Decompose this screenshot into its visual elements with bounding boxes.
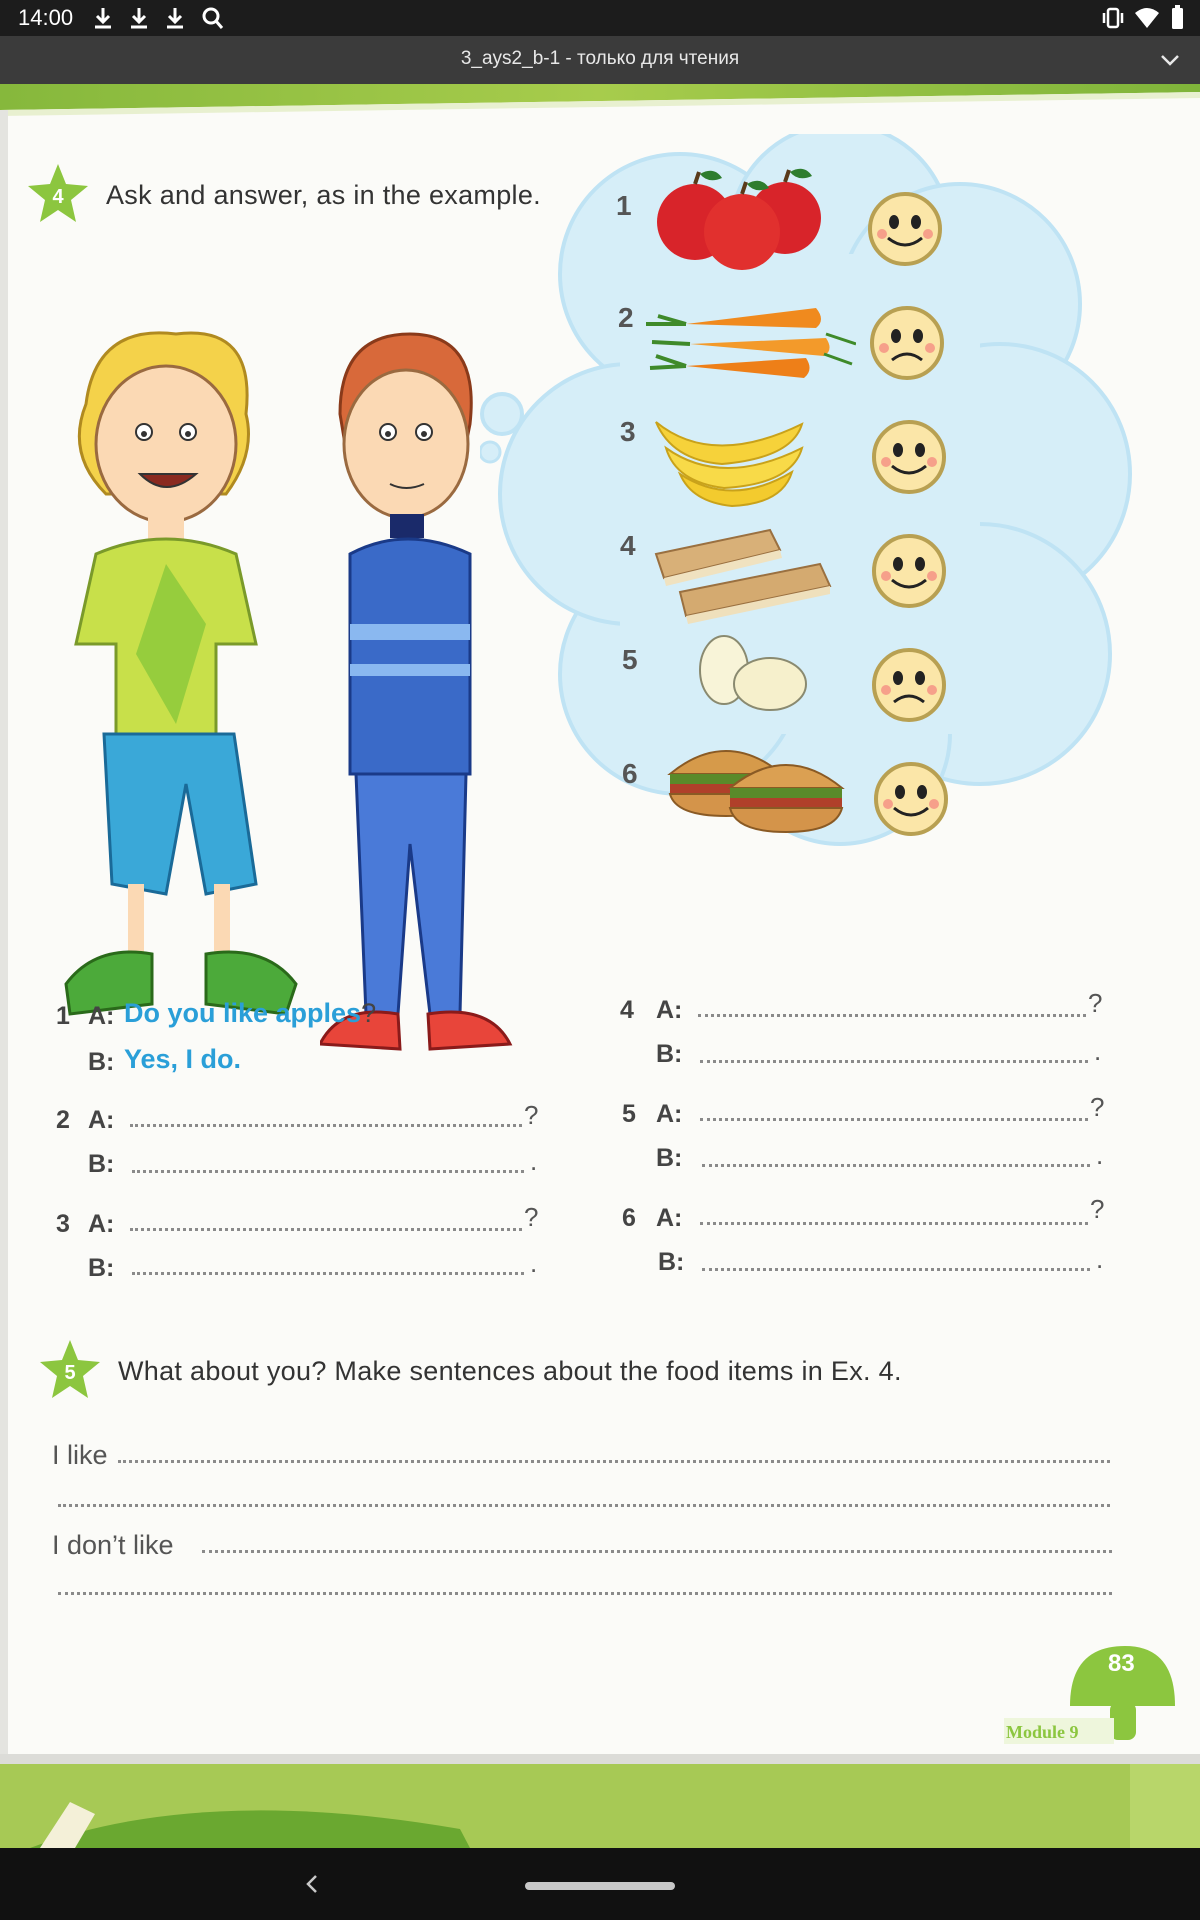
- sandwiches-picture: [650, 524, 834, 624]
- home-gesture-pill[interactable]: [525, 1882, 675, 1890]
- writing-line[interactable]: [118, 1460, 1110, 1463]
- period-mark: .: [1094, 1036, 1102, 1066]
- question-number: 2: [56, 1106, 70, 1134]
- question-number: 6: [622, 1204, 636, 1232]
- example-a-label: A:: [88, 1002, 115, 1030]
- answer-line[interactable]: [698, 1014, 1086, 1017]
- page-number: 83: [1108, 1650, 1135, 1677]
- chevron-down-icon[interactable]: [1158, 48, 1182, 72]
- apples-picture: [650, 160, 830, 270]
- happy-face-icon: [870, 418, 948, 496]
- exercise-star-icon: [38, 1338, 102, 1402]
- download-icon: [162, 4, 188, 32]
- answer-line[interactable]: [700, 1222, 1088, 1225]
- wifi-icon: [1134, 4, 1160, 32]
- sad-face-icon: [870, 646, 948, 724]
- period-mark: .: [1096, 1140, 1104, 1170]
- question-mark: ?: [524, 1202, 539, 1232]
- download-icon: [90, 4, 116, 32]
- example-answer-text: Yes, I do: [124, 1044, 234, 1074]
- picture-number: 6: [622, 758, 638, 789]
- burgers-picture: [666, 734, 846, 844]
- exercise-star-icon: [26, 162, 90, 226]
- vibrate-icon: [1100, 4, 1126, 32]
- back-icon[interactable]: [300, 1870, 324, 1898]
- i-like-label: I like: [52, 1440, 108, 1470]
- row-a-label: A:: [656, 1100, 683, 1128]
- module-label: Module 9: [1006, 1722, 1079, 1742]
- row-b-label: B:: [88, 1254, 115, 1282]
- status-time: 14:00: [18, 5, 74, 30]
- battery-icon: [1164, 4, 1190, 32]
- row-a-label: A:: [88, 1210, 115, 1238]
- example-question: [124, 998, 376, 1029]
- answer-line[interactable]: [132, 1272, 524, 1275]
- exercise-number: 5: [64, 1362, 76, 1384]
- period-mark: .: [530, 1146, 538, 1176]
- writing-line[interactable]: [58, 1592, 1112, 1595]
- bananas-picture: [652, 408, 812, 508]
- question-mark: ?: [1088, 988, 1103, 1018]
- picture-number: 3: [620, 416, 636, 447]
- picture-number: 4: [620, 530, 636, 561]
- happy-face-icon: [872, 760, 950, 838]
- document-title-bar: [0, 36, 1200, 84]
- question-mark: ?: [1090, 1194, 1105, 1224]
- answer-line[interactable]: [700, 1060, 1088, 1063]
- question-mark: ?: [524, 1100, 539, 1130]
- picture-number: 1: [616, 190, 632, 221]
- system-navigation-bar: [0, 1848, 1200, 1920]
- example-number: 1: [56, 1002, 70, 1030]
- carrots-picture: [646, 294, 856, 384]
- picture-number: 5: [622, 644, 638, 675]
- example-b-label: B:: [88, 1048, 115, 1076]
- answer-line[interactable]: [132, 1170, 524, 1173]
- exercise-instruction: Ask and answer, as in the example.: [106, 180, 541, 210]
- row-b-label: B:: [656, 1144, 683, 1172]
- question-number: 4: [620, 996, 634, 1024]
- example-question-mark: ?: [361, 998, 377, 1028]
- picture-number: 2: [618, 302, 634, 333]
- writing-line[interactable]: [58, 1504, 1110, 1507]
- happy-face-icon: [870, 532, 948, 610]
- i-dont-like-label: I don’t like: [52, 1530, 174, 1560]
- sad-face-icon: [868, 304, 946, 382]
- answer-line[interactable]: [702, 1268, 1090, 1271]
- answer-line[interactable]: [130, 1124, 522, 1127]
- search-icon: [200, 4, 226, 32]
- question-number: 5: [622, 1100, 636, 1128]
- row-a-label: A:: [656, 1204, 683, 1232]
- eggs-picture: [694, 634, 814, 714]
- example-answer: [124, 1044, 241, 1075]
- example-answer-period: .: [233, 1044, 242, 1074]
- row-b-label: B:: [658, 1248, 685, 1276]
- writing-line[interactable]: [202, 1550, 1112, 1553]
- question-number: 3: [56, 1210, 70, 1238]
- answer-line[interactable]: [702, 1164, 1090, 1167]
- exercise-number: 4: [52, 186, 64, 208]
- happy-face-icon: [866, 190, 944, 268]
- row-b-label: B:: [88, 1150, 115, 1178]
- row-a-label: A:: [88, 1106, 115, 1134]
- answer-line[interactable]: [700, 1118, 1088, 1121]
- exercise-instruction: What about you? Make sentences about the food items in Ex. 4.: [118, 1356, 902, 1386]
- answer-line[interactable]: [130, 1228, 522, 1231]
- period-mark: .: [1096, 1244, 1104, 1274]
- row-b-label: B:: [656, 1040, 683, 1068]
- document-page: [0, 84, 1200, 1848]
- red-haired-boy-illustration: [320, 324, 540, 1064]
- blond-boy-illustration: [56, 324, 346, 1024]
- document-title: 3_ays2_b-1 - только для чтения: [460, 48, 740, 69]
- row-a-label: A:: [656, 996, 683, 1024]
- example-question-text: Do you like apples: [124, 998, 362, 1028]
- download-icon: [126, 4, 152, 32]
- question-mark: ?: [1090, 1092, 1105, 1122]
- period-mark: .: [530, 1248, 538, 1278]
- status-bar: [0, 0, 1200, 36]
